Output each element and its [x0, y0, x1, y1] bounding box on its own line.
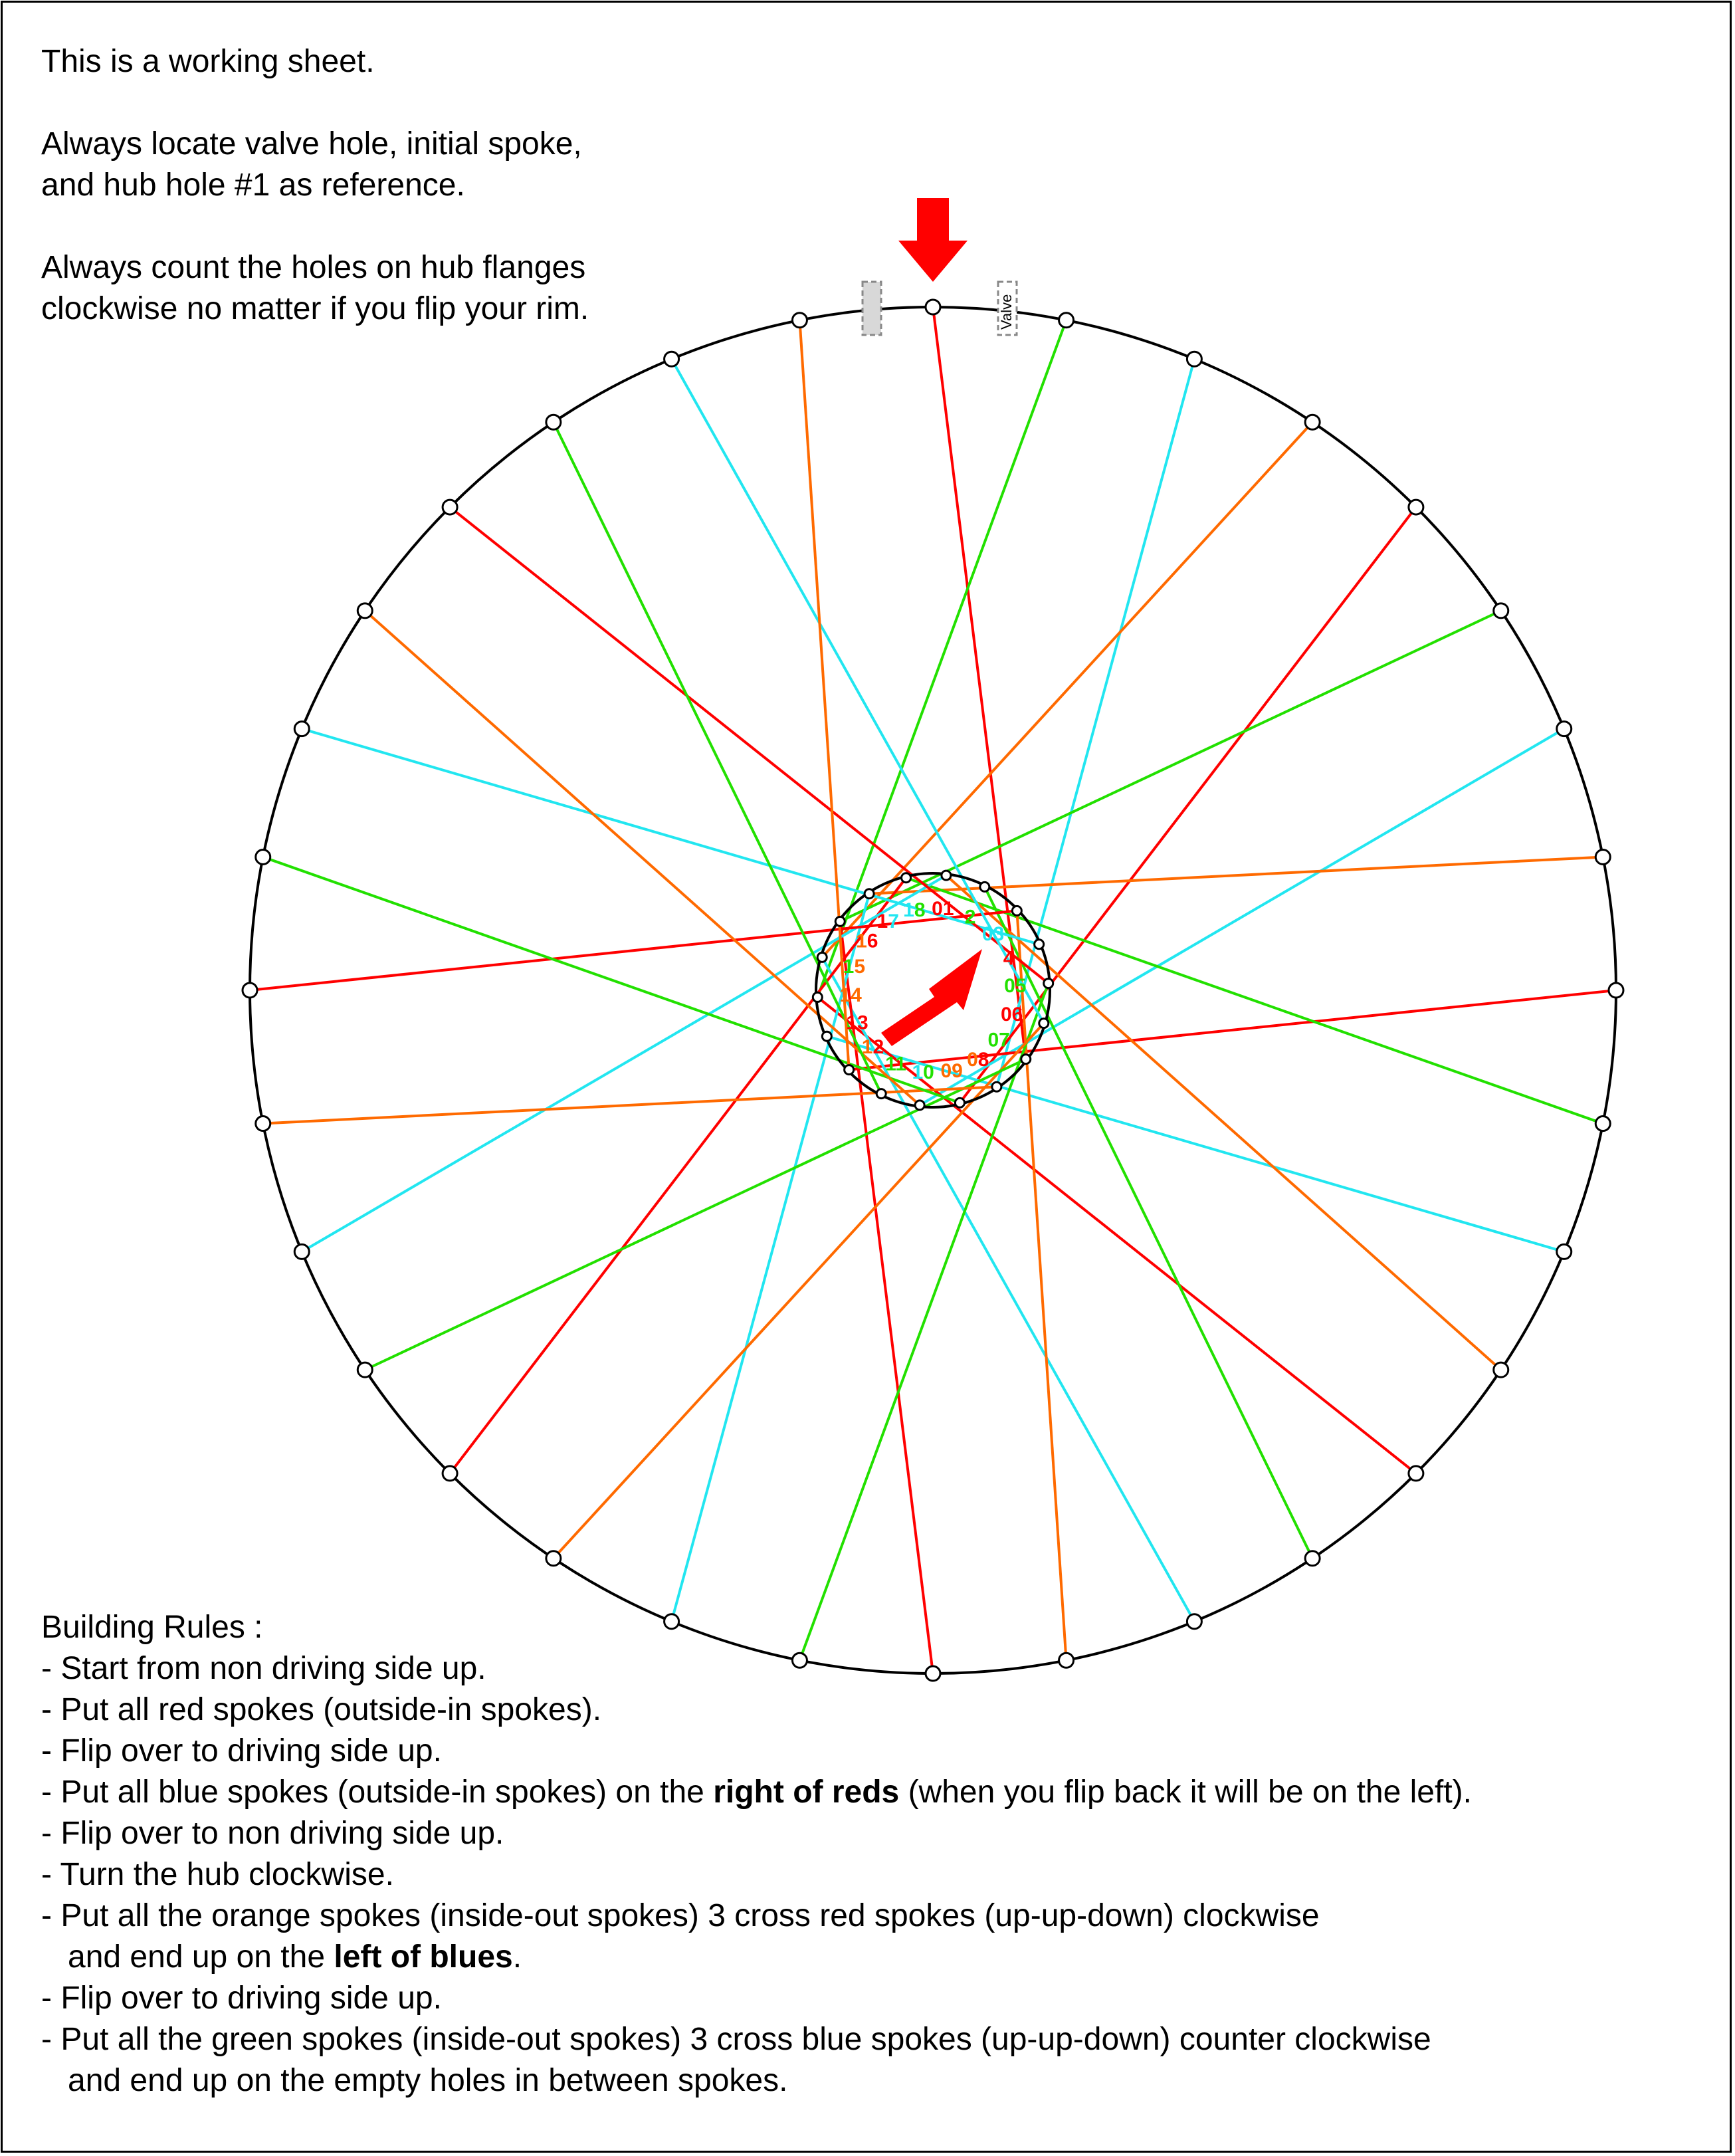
- rim-hole: [243, 983, 257, 998]
- hub-hole: [822, 1031, 831, 1041]
- red-spoke: [933, 307, 1026, 1059]
- hub-hole: [1012, 906, 1021, 915]
- rim-hole: [1494, 603, 1508, 618]
- rule-text: and end up on the: [41, 1939, 334, 1975]
- hub-hole: [865, 889, 874, 899]
- hub-hole: [813, 992, 822, 1002]
- blue-spoke: [827, 1036, 1564, 1251]
- note-reference-line-1: Always locate valve hole, initial spoke,: [41, 126, 582, 162]
- hub-hole-number: 17: [876, 911, 899, 933]
- hub-hole-number: 4: [1003, 947, 1015, 970]
- hub-hole-number: 07: [987, 1029, 1010, 1051]
- hub-hole: [902, 873, 911, 883]
- hub-hole: [942, 871, 951, 880]
- hub-hole: [876, 1089, 886, 1099]
- rim-hole: [256, 849, 270, 864]
- valve-label: Valve: [998, 294, 1015, 330]
- rule-text: .: [512, 1939, 522, 1975]
- hub-hole: [980, 882, 989, 891]
- hub-hole: [835, 916, 845, 926]
- rim-hole: [1409, 500, 1423, 514]
- hub-hole: [1044, 979, 1053, 988]
- hub-hole-number: 10: [912, 1061, 934, 1084]
- rule-text: - Put all the orange spokes (inside-out spokes) 3 cross red spokes (up-up-down) clockwise: [41, 1898, 1320, 1933]
- hub-hole: [992, 1082, 1001, 1091]
- hub-hole: [817, 952, 827, 962]
- rule-line: [41, 1772, 1472, 1813]
- rule-text: - Turn the hub clockwise.: [41, 1857, 394, 1892]
- hub-hole: [955, 1098, 964, 1107]
- rule-line: [41, 2019, 1472, 2060]
- rule-line: [41, 1731, 1472, 1772]
- rim-hole: [357, 1362, 372, 1377]
- rule-line: [41, 1689, 1472, 1731]
- rim-hole: [1187, 352, 1201, 366]
- hub-rotation-arrow-icon: [881, 949, 982, 1046]
- rule-text: - Start from non driving side up.: [41, 1651, 486, 1686]
- rule-text: (when you flip back it will be on the left).: [899, 1775, 1472, 1810]
- green-spoke: [554, 422, 881, 1093]
- rim-hole: [294, 722, 309, 736]
- rule-line: [41, 2060, 1472, 2102]
- rim-hole: [926, 300, 940, 314]
- green-spoke: [985, 887, 1312, 1558]
- rim-hole: [443, 500, 457, 514]
- rim-hole: [1305, 415, 1320, 429]
- orange-spoke: [822, 422, 1312, 957]
- rim-hole: [792, 313, 807, 328]
- hub-hole: [1035, 940, 1044, 949]
- note-count-line-2: clockwise no matter if you flip your rim.: [41, 291, 589, 326]
- hub-hole-number: 15: [843, 956, 866, 978]
- rule-line: [41, 1937, 1472, 1978]
- red-spoke: [450, 507, 1049, 983]
- hub-hole-number: 16: [856, 930, 878, 952]
- green-spoke: [817, 320, 1066, 998]
- green-spoke: [799, 984, 1048, 1661]
- rule-line: [41, 1895, 1472, 1937]
- hub-hole-number: 12: [861, 1035, 884, 1058]
- rule-line: [41, 1648, 1472, 1689]
- building-rules: [41, 1607, 1472, 2102]
- note-count-line-1: Always count the holes on hub flanges: [41, 250, 586, 285]
- red-spoke: [817, 997, 1416, 1473]
- hub-hole-number: 18: [903, 899, 926, 922]
- rim-hole: [294, 1244, 309, 1259]
- rule-emphasis: left of blues: [334, 1939, 513, 1975]
- rule-text: - Put all the green spokes (inside-out spokes) 3 cross blue spokes (up-up-down) counter clockwise: [41, 2022, 1431, 2057]
- rule-text: - Put all red spokes (outside-in spokes).: [41, 1692, 602, 1727]
- orange-spoke: [554, 1024, 1044, 1559]
- rim-hole: [1305, 1551, 1320, 1566]
- red-spoke: [450, 878, 906, 1473]
- rules-list: [41, 1648, 1472, 2102]
- rim-hole: [1557, 722, 1572, 736]
- rim-hole: [1494, 1362, 1508, 1377]
- rule-text: and end up on the empty holes in between spokes.: [41, 2063, 788, 2098]
- hub-hole-number: 03: [981, 923, 1005, 946]
- hub-hole: [845, 1065, 854, 1075]
- rules-title: Building Rules :: [41, 1610, 263, 1645]
- hub-hole-number: 2: [964, 906, 976, 928]
- rule-text: - Flip over to non driving side up.: [41, 1816, 504, 1851]
- rule-line: [41, 1854, 1472, 1895]
- rim-hole: [1409, 1466, 1423, 1481]
- rim-hole: [357, 603, 372, 618]
- hub-hole-number: 09: [940, 1059, 963, 1082]
- orange-spoke: [946, 875, 1501, 1370]
- rim-hole: [546, 415, 561, 429]
- note-reference-line-2: and hub hole #1 as reference.: [41, 167, 465, 203]
- rim-hole: [256, 1117, 270, 1131]
- hub-hole: [915, 1101, 924, 1110]
- rim-hole: [443, 1466, 457, 1481]
- rim-hole: [1595, 849, 1610, 864]
- rule-emphasis: right of reds: [713, 1775, 900, 1810]
- red-spoke: [250, 911, 1017, 990]
- hub-hole-number: 08: [967, 1048, 989, 1071]
- hub-hole-number: 11: [885, 1053, 906, 1075]
- rim-hole: [1595, 1117, 1610, 1131]
- hub-hole-number: 01: [932, 897, 954, 920]
- rim-hole: [546, 1551, 561, 1566]
- rim-hole: [1557, 1244, 1572, 1259]
- rim-hole: [1059, 313, 1074, 328]
- note-working-sheet: This is a working sheet.: [41, 44, 375, 79]
- blue-spoke: [302, 729, 1039, 944]
- rule-line: [41, 1978, 1472, 2019]
- valve-hole-left: [863, 282, 881, 335]
- rule-text: - Put all blue spokes (outside-in spokes) on the: [41, 1775, 714, 1810]
- top-arrow-icon: [898, 198, 968, 282]
- rim-hole: [664, 352, 679, 366]
- rule-text: - Flip over to driving side up.: [41, 1733, 442, 1769]
- hub-hole-number: 06: [1000, 1003, 1023, 1025]
- hub-hole-number: 13: [846, 1012, 868, 1034]
- rim-hole: [1609, 983, 1623, 998]
- hub-hole: [1021, 1055, 1031, 1064]
- rule-text: - Flip over to driving side up.: [41, 1981, 442, 2016]
- hub-hole-number: 14: [839, 984, 862, 1006]
- hub-hole: [1039, 1019, 1049, 1028]
- hub-hole-number: 05: [1004, 975, 1027, 998]
- orange-spoke: [365, 611, 920, 1105]
- red-spoke: [960, 507, 1415, 1103]
- rule-line: [41, 1813, 1472, 1854]
